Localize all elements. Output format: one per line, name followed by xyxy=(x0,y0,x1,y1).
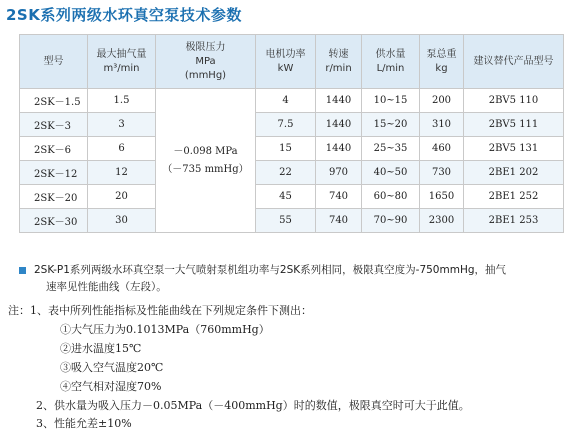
p1-note xyxy=(19,262,579,296)
cell-water: 40~50 xyxy=(362,161,420,185)
cell-flow: 12 xyxy=(88,161,156,185)
cell-replacement: 2BV5 111 xyxy=(464,113,564,137)
cell-replacement: 2BE1 253 xyxy=(464,209,564,233)
cell-weight: 460 xyxy=(420,137,464,161)
remark-1: 注：1、表中所列性能指标及性能曲线在下列规定条件下测出： xyxy=(8,304,312,317)
cell-pressure-merged xyxy=(156,89,256,233)
cell-flow: 30 xyxy=(88,209,156,233)
header-speed: 转速 r/min xyxy=(316,35,362,89)
cell-speed: 1440 xyxy=(316,89,362,113)
pressure-mmhg: （－735 mmHg） xyxy=(162,163,249,175)
header-power: 电机功率 kW xyxy=(256,35,316,89)
header-flow: 最大抽气量 m³/min xyxy=(88,35,156,89)
spec-table xyxy=(19,34,564,233)
table-row xyxy=(20,161,564,185)
header-replacement: 建议替代产品型号 xyxy=(464,35,564,89)
table-row xyxy=(20,137,564,161)
cell-water: 25~35 xyxy=(362,137,420,161)
cell-weight: 200 xyxy=(420,89,464,113)
cell-model: 2SK－20 xyxy=(20,185,88,209)
cell-replacement: 2BV5 110 xyxy=(464,89,564,113)
cell-model: 2SK－3 xyxy=(20,113,88,137)
cell-weight: 1650 xyxy=(420,185,464,209)
cell-model: 2SK－30 xyxy=(20,209,88,233)
cell-weight: 310 xyxy=(420,113,464,137)
cell-power: 45 xyxy=(256,185,316,209)
cell-speed: 1440 xyxy=(316,137,362,161)
cell-power: 22 xyxy=(256,161,316,185)
cell-water: 70~90 xyxy=(362,209,420,233)
cell-weight: 2300 xyxy=(420,209,464,233)
note-line-2: 速率见性能曲线（左段）。 xyxy=(46,281,167,293)
cell-water: 10~15 xyxy=(362,89,420,113)
remark-condition-1: ①大气压力为0.1013MPa（760mmHg） xyxy=(60,323,270,336)
cell-weight: 730 xyxy=(420,161,464,185)
cell-model: 2SK－6 xyxy=(20,137,88,161)
pressure-mpa: －0.098 MPa xyxy=(173,145,238,157)
cell-flow: 1.5 xyxy=(88,89,156,113)
cell-speed: 970 xyxy=(316,161,362,185)
cell-water: 15~20 xyxy=(362,113,420,137)
cell-power: 4 xyxy=(256,89,316,113)
table-row xyxy=(20,89,564,113)
remark-condition-4: ④空气相对湿度70% xyxy=(60,380,162,393)
cell-water: 60~80 xyxy=(362,185,420,209)
cell-flow: 3 xyxy=(88,113,156,137)
header-pressure: 极限压力 MPa (mmHg) xyxy=(156,35,256,89)
remark-2: 2、供水量为吸入压力－0.05MPa（－400mmHg）时的数值，极限真空时可大于此值。 xyxy=(36,399,470,412)
cell-power: 55 xyxy=(256,209,316,233)
remark-condition-2: ②进水温度15℃ xyxy=(60,342,142,355)
cell-replacement: 2BV5 131 xyxy=(464,137,564,161)
remark-3: 3、性能允差±10% xyxy=(36,417,132,430)
header-water: 供水量 L/min xyxy=(362,35,420,89)
note-line-1: 2SK-P1系列两级水环真空泵一大气喷射泵机组功率与2SK系列相同，极限真空度为-750mmHg，抽气 xyxy=(34,264,507,276)
header-model: 型号 xyxy=(20,35,88,89)
table-row xyxy=(20,185,564,209)
header-weight: 泵总重 kg xyxy=(420,35,464,89)
cell-model: 2SK－12 xyxy=(20,161,88,185)
table-header-row xyxy=(20,35,564,89)
cell-replacement: 2BE1 202 xyxy=(464,161,564,185)
remark-condition-3: ③吸入空气温度20℃ xyxy=(60,361,164,374)
page-title: 2SK系列两级水环真空泵技术参数 xyxy=(6,6,242,24)
square-bullet-icon xyxy=(19,267,26,274)
cell-power: 15 xyxy=(256,137,316,161)
table-row xyxy=(20,113,564,137)
cell-model: 2SK－1.5 xyxy=(20,89,88,113)
cell-flow: 6 xyxy=(88,137,156,161)
cell-replacement: 2BE1 252 xyxy=(464,185,564,209)
cell-power: 7.5 xyxy=(256,113,316,137)
table-row xyxy=(20,209,564,233)
cell-flow: 20 xyxy=(88,185,156,209)
cell-speed: 740 xyxy=(316,209,362,233)
cell-speed: 740 xyxy=(316,185,362,209)
cell-speed: 1440 xyxy=(316,113,362,137)
